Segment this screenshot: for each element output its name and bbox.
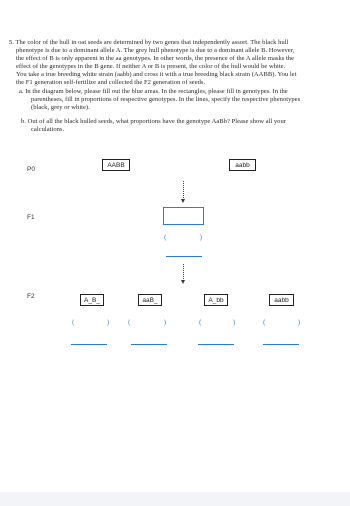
arrow-head-icon <box>181 199 185 203</box>
f1-proportion-open: ( <box>164 234 167 241</box>
generation-label-p0: P0 <box>27 166 35 173</box>
f2-proportion-open: ( <box>263 319 266 326</box>
part-b <box>9 118 339 134</box>
cross-arrow <box>183 181 184 200</box>
part-a-line: parentheses, fill in proportions of respective genotypes. In the lines, specify the respective phenotypes <box>31 95 301 103</box>
f2-phenotype-line[interactable] <box>198 344 234 345</box>
f2-proportion-open: ( <box>199 319 202 326</box>
parent-genotype-box: aabb <box>229 159 256 171</box>
f2-proportion-close: ) <box>107 319 110 326</box>
generation-label-f1: F1 <box>27 214 35 221</box>
f2-genotype-box: aaB_ <box>138 294 162 306</box>
question-5 <box>9 39 339 134</box>
f2-phenotype-line[interactable] <box>263 344 299 345</box>
page-footer-band <box>0 492 350 506</box>
intro-line: the effect of B is only apparent in the aa genotypes. In other words, the presence of the A allele masks the <box>16 55 295 63</box>
intro-line: phenotype is due to a dominant allele A. The grey hull phenotype is due to a dominant allele B. However, <box>16 47 295 55</box>
part-b-line: calculations. <box>31 125 65 133</box>
f2-genotype-box: aabb <box>269 294 294 306</box>
f2-genotype-box: A_B_ <box>80 294 104 306</box>
intro-line: effect of the genotypes in the B gene. If neither A or B is present, the color of the hull would be white. <box>16 63 286 71</box>
generation-label-f2: F2 <box>27 293 35 300</box>
f2-proportion-close: ) <box>298 319 301 326</box>
self-fertilize-arrow <box>183 264 184 281</box>
intro-line: You take a true breeding white strain (aabb) and cross it with a true breeding black strain (AABB). You let <box>16 71 297 79</box>
f2-proportion-close: ) <box>233 319 236 326</box>
part-a-line: (black, grey or white). <box>31 103 90 111</box>
f1-genotype-field[interactable] <box>163 207 204 225</box>
intro-line: 5. The color of the hull in oat seeds are determined by two genes that independently assort. The black hull <box>9 39 289 46</box>
f2-phenotype-line[interactable] <box>71 344 107 345</box>
f2-proportion-open: ( <box>128 319 131 326</box>
part-b-line: b. Out of all the black hulled seeds, what proportions have the genotype AaBb? Please show all your <box>21 117 286 125</box>
parent-genotype-box: AABB <box>102 159 130 171</box>
arrow-head-icon <box>181 280 185 284</box>
f1-proportion-close[interactable]: ) <box>200 234 203 241</box>
part-a-line: a. In the diagram below, please fill out the blue areas. In the rectangles, please fill in genotypes. In the <box>19 87 288 95</box>
f2-genotype-box: A_bb <box>204 294 228 306</box>
f2-proportion-open: ( <box>72 319 75 326</box>
intro-line: the F1 generation self-fertilize and collected the F2 generation of seeds. <box>16 79 206 87</box>
f1-phenotype-line[interactable] <box>166 256 202 257</box>
f2-proportion-close: ) <box>164 319 167 326</box>
f2-phenotype-line[interactable] <box>131 344 167 345</box>
